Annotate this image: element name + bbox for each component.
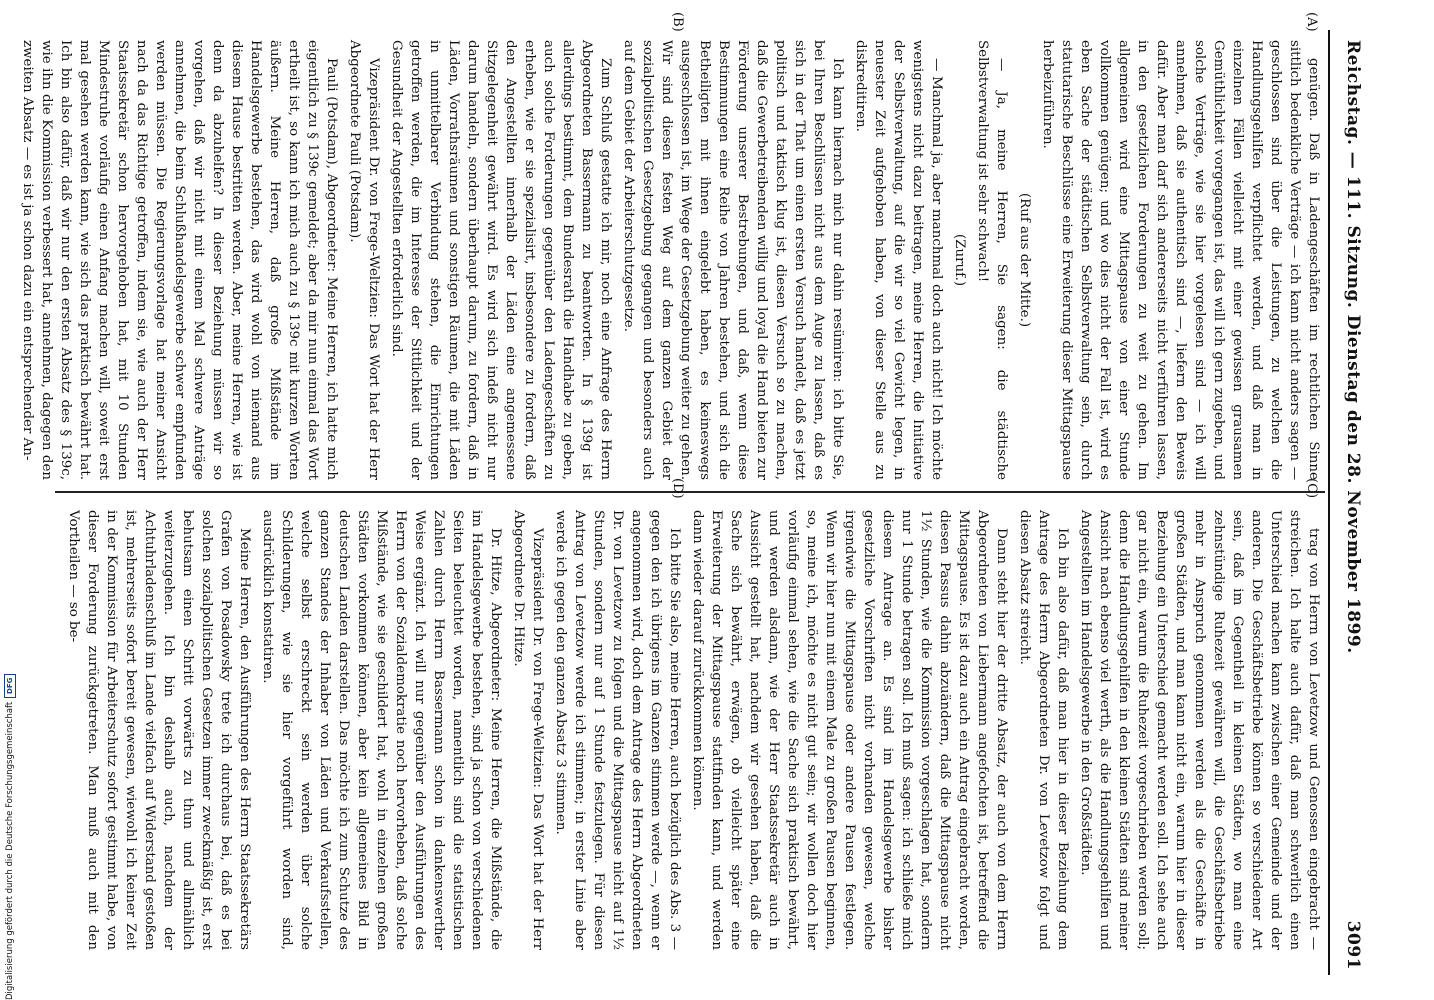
interjection: (Ruf aus der Mitte.) [1017,192,1032,328]
paragraph: Ich kann hiernach mich nur dahin resümiren: ich bitte Sie, bei Ihren Beschlüssen nicht aus dem Auge zu lassen, daß es sich in der That um einen ersten Versuch handelt, daß es jetzt politisch und taktisch klug ist, diesen Versuch so zu machen, daß die Gewerbetreibenden willig und loyal die Hand bieten zur Förderung unserer Bestrebungen, und daß, wenn diese Bestimmungen eine Reihe von Jahren bestehen, und sich die Betheiligten mit ihnen eingelebt haben, es keineswegs ausgeschlossen ist, im Wege der Gesetzgebung weiter zu gehen. Wir sind diesen festen Weg auf dem ganzen Gebiet der sozialpolitischen Gesetzgebung gegangen und besonders auch auf dem Gebiet der Arbeiterschutzgesetze. [621,40,845,480]
speaker-announcement: Vizepräsident Dr. von Frege-Weltzien: Das Wort hat der Herr Abgeordnete Dr. Hitze. [511,510,545,950]
column-divider [55,491,1325,493]
digitization-note: Digitalisierung gefördert durch die Deutsche Forschungsgemeinschaft [5,701,15,1000]
paragraph: Ich bin also dafür, daß man hier in dieser Beziehung dem Antrage des Herrn Abgeordneten Dr. von Levetzow folgt und diesen Absatz streicht. [1017,510,1070,950]
margin-marker-c: (C) [1304,478,1319,499]
page-title: Reichstag. — 111. Sitzung. Dienstag den 28. November 1899. [1343,40,1363,654]
left-column [14,40,1323,480]
paragraph: Meine Herren, den Ausführungen des Herrn Staatssekretärs Grafen von Posadowsky trete ich durchaus bei, daß es bei solchen sozialpolitischen Gesetzen immer zweckmäßig ist, erst behutsam einen Schritt vorwärts zu thun und allmählich weiterzugehen. Ich bin deshalb auch, nachdem der Achtuhrladenschluß im Lande vielfach auf Widerstand gestoßen ist, mehrerseits sofort bereit gewesen, wiewohl ich keiner Zeit in der Kommission für Arbeiterschutz sofort gestimmt habe, von dieser Forderung zurückgetreten. Man muß auch mit den Vortheilen — so be- [66,510,252,950]
paragraph: Ich bitte Sie also, meine Herren, auch bezüglich des Abs. 3 — gegen den ich übrigens im Ganzen stimmen werde —, wenn er angenommen wird, doch dem Antrage des Herrn Abgeordneten Dr. von Levetzow zu folgen und die Mittagspause nicht auf 1½ Stunden, sondern nur auf 1 Stunde festzulegen. Für diesen Antrag von Levetzow werde ich stimmen; in erster Linie aber werde ich gegen den ganzen Absatz 3 stimmen. [553,510,682,950]
paragraph: Dann steht hier der dritte Absatz, der auch von dem Herrn Abgeordneten von Liebermann angefochten ist, betreffend die Mittagspause. Es ist dazu auch ein Antrag eingebracht worden, diesen Passus dahin abzuändern, daß die Mittagspause nicht 1½ Stunden, wie die Kommission vorgeschlagen hat, sondern nur 1 Stunde betragen soll. Ich muß sagen: ich schließe mich diesem Antrage an. Es sind im Handelsgewerbe bisher gesetzliche Vorschriften nicht vorhanden gewesen, welche irgendwie die Mittagspause oder andere Pausen festlegen. Wenn wir hier nun mit einem Male zu großen Pausen beginnen, so, meine ich, möchte es nicht gut sein; wir wollen doch hier vorläufig einmal sehen, wie die Sache sich praktisch bewährt, und werden alsdann, wie der Herr Staatssekretär auch in Aussicht gestellt hat, nachdem wir gesehen haben, daß die Sache sich bewährt, erwägen, ob vielleicht später eine Erweiterung der Mittagspause stattfinden kann, und werden dann wieder darauf zurückkommen können. [690,510,1009,950]
paragraph: genügen. Daß in Ladengeschäften im rechtlichen Sinne sittlich bedenkliche Verträge — ich kann nicht anders sagen — geschlossen sind über die Leistungen, zu welchen die Handlungsgehilfen verpflichtet werden, und daß man in einzelnen Fällen vielleicht mit einer gewissen grausamen Gemüthlichkeit vorgegangen ist, das will ich gern zugeben, und solche Verträge, wie sie hier vorgelesen sind — ich will annehmen, daß sie authentisch sind —, liefern den Beweis dafür. Aber man darf sich andererseits nicht verführen lassen, in den gesetzlichen Forderungen zu weit zu gehen. Im allgemeinen wird eine Mittagspause von einer Stunde vollkommen genügen; und wo dies nicht der Fall ist, wird es eben Sache der städtischen Selbstverwaltung sein, durch statutarische Beschlüsse eine Erweiterung dieser Mittagspause herbeizuführen. [1040,40,1321,480]
interjection: (Zuruf.) [952,233,967,287]
margin-marker-d: (D) [670,478,685,499]
paragraph: trag von Herrn von Levetzow und Genossen eingebracht — streichen. Ich halte auch dafür, daß man schwerlich einen Unterschied machen kann zwischen einer Gemeinde und der anderen. Die Geschäftsbetriebe können so verschiedener Art sein, daß im Gegentheil in kleinen Städten, wo man eine zehnstündige Ruhezeit gewähren will, die Geschäftsbetriebe mehr in Anspruch genommen werden als die Geschäfte in großen Städten, und man kann nicht ein, warum hier in dieser Beziehung ein Unterschied gemacht werden soll. Ich sehe auch gar nicht ein, warum die Ruhezeit vorgeschrieben werden soll; denn die Handlungsgehilfen in den kleinen Städten sind meiner Ansicht nach ebenso viel werth, als die Handlungsgehilfen und Angestellten im Handelsgewerbe in den Großstädten. [1078,510,1321,950]
dfg-logo: DFG [4,674,16,698]
page-number: 3091 [1343,920,1363,970]
paragraph: — Manchmal ja, aber manchmal doch auch nicht! Ich möchte wenigstens nicht dazu beitragen, meine Herren, die Initiative der Selbstverwaltung, auf die wir so viel Gewicht legen, in neuester Zeit aufgehoben haben, von dieser Stelle aus zu diskreditiren. [853,40,944,480]
header-rule [1328,30,1330,975]
margin-marker-b: (B) [670,12,685,32]
right-column [60,510,1323,950]
paragraph: Pauli (Potsdam), Abgeordneter: Meine Herren, ich hatte mich eigentlich zu § 139c gemeldet; aber da mir nun einmal das Wort ertheilt ist, so kann ich mich auch zu § 139c mit kurzen Worten äußern. Meine Herren, daß große Mißstände im Handelsgewerbe bestehen, das wird wohl von niemand aus diesem Hause bestritten werden. Aber, meine Herren, wie ist denn da abzuhelfen? In dieser Beziehung müssen wir so vorgehen, daß wir nicht mit einem Mal schwere Anträge annehmen, die beim Schlußhandelsgewerbe schwer empfunden werden müssen. Die Regierungsvorlage hat meiner Ansicht nach da das Richtige getroffen, indem sie, wie auch der Herr Staatssekretär schon hervorgehoben hat, mit 10 Stunden Mindestruhe vorläufig einen Anfang machen will, soweit erst mal gesehen werden kann, wie sich das praktisch bewährt hat. Ich bin also dafür, daß wir nur den ersten Absatz des § 139c, wie ihn die Kommission verbessert hat, annehmen, dagegen den zweiten Absatz — es ist ja schon dazu ein entsprechender An- [20,40,339,480]
newspaper-page [20,0,1385,1000]
speaker-announcement: Vizepräsident Dr. von Frege-Weltzien: Das Wort hat der Herr Abgeordnete Pauli (Potsdam). [347,40,381,480]
page-header [1333,40,1363,970]
margin-marker-a: (A) [1304,12,1319,32]
paragraph: Zum Schluß gestatte ich mir, noch eine Anfrage des Herrn Abgeordneten Bassermann zu beantworten. In § 139g ist allerdings bestimmt, dem Bundesrath die Handhabe zu geben, auch solche Forderungen gegenüber den Ladengeschäften zu erheben, wie er sie spezialisirt, insbesondere zu fordern, daß den Angestellten innerhalb der Läden eine angemessene Sitzgelegenheit gewährt wird. Es wird sich indeß nicht nur darum handeln, sondern überhaupt darum, zu fordern, daß in Läden, Vorrathsräumen und sonstigen Räumen, die mit Läden in unmittelbarer Verbindung stehen, die Einrichtungen getroffen werden, die im Interesse der Sittlichkeit und der Gesundheit der Angestellten erforderlich sind. [389,40,613,480]
paragraph: — Ja, meine Herren, Sie sagen: die städtische Selbstverwaltung ist sehr schwach! [975,40,1009,480]
digitization-credit [4,0,16,1000]
paragraph: Dr. Hitze, Abgeordneter: Meine Herren, die Mißstände, die im Handelsgewerbe bestehen, sind ja schon von verschiedenen Seiten beleuchtet worden, namentlich sind die statistischen Zahlen durch Herrn Bassermann schon in dankenswerther Weise ergänzt. Ich will nur gegenüber den Ausführungen des Herrn von der Sozialdemokratie noch hervorheben, daß solche Mißstände, wie sie geschildert hat, wohl in einzelnen großen Städten vorkommen können, aber kein allgemeines Bild in deutschen Landen darstellen. Das möchte ich zum Schutze des ganzen Standes der Inhaber von Läden und Verkaufsstellen, welche selbst erschreckt sein werden über solche Schilderungen, wie sie hier vorgeführt worden sind, ausdrücklich konstatiren. [260,510,503,950]
